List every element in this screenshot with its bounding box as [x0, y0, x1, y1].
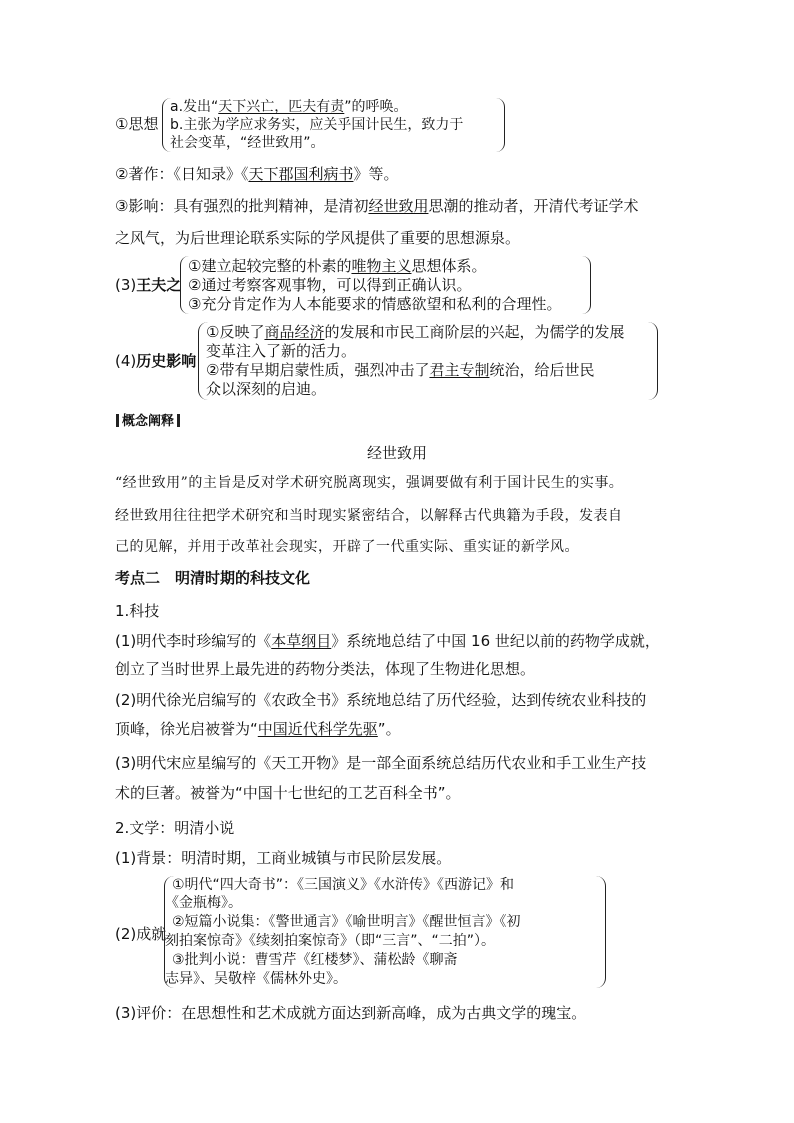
wang-item-2: ②通过考察客观事物，可以得到正确认识。: [188, 276, 472, 294]
tech-item-2-cont: 顶峰，徐光启被誉为“中国近代科学先驱”。: [115, 720, 401, 738]
tech-item-3-cont: 术的巨著。被誉为“中国十七世纪的工艺百科全书”。: [115, 784, 461, 802]
works-line: ②著作：《日知录》《天下郡国利病书》等。: [115, 165, 399, 183]
wang-fuzhi-label: (3)王夫之: [115, 276, 182, 294]
impact-item-1-cont: 变革注入了新的活力。: [206, 342, 357, 360]
achievement-3: ③批判小说：曹雪芹《红楼梦》、蒲松龄《聊斋: [172, 952, 458, 968]
achievement-right-brace: [596, 876, 606, 988]
ideas-line-b1: b.主张为学应求务实，应关乎国计民生，致力于: [170, 117, 464, 133]
influence-line-1: ③影响：具有强烈的批判精神，是清初经世致用思潮的推动者，开清代考证学术: [115, 197, 639, 215]
impact-right-brace: [648, 322, 658, 400]
ideas-right-brace: [496, 98, 505, 152]
wang-item-1: ①建立起较完整的朴素的唯物主义思想体系。: [188, 257, 487, 275]
ideas-label: ①思想: [115, 115, 159, 133]
concept-tag: 概念阐释: [113, 414, 183, 430]
impact-item-1: ①反映了商品经济的发展和市民工商阶层的兴起，为儒学的发展: [206, 323, 625, 341]
achievement-2: ②短篇小说集：《警世通言》《喻世明言》《醒世恒言》《初: [172, 914, 521, 930]
influence-line-2: 之风气，为后世理论联系实际的学风提供了重要的思想源泉。: [115, 229, 521, 247]
ideas-line-a: a.发出“天下兴亡，匹夫有责”的呼唤。: [170, 99, 408, 115]
literature-background: (1)背景：明清时期，工商业城镇与市民阶层发展。: [115, 849, 452, 867]
concept-para-line-2: 经世致用往往把学术研究和当时现实紧密结合，以解释古代典籍为手段，发表自: [115, 508, 623, 524]
concept-para-line-1: “经世致用”的主旨是反对学术研究脱离现实，强调要做有利于国计民生的实事。: [115, 475, 624, 491]
wang-item-3: ③充分肯定作为人本能要求的情感欲望和私利的合理性。: [188, 295, 562, 313]
literature-evaluation: (3)评价：在思想性和艺术成就方面达到新高峰，成为古典文学的瑰宝。: [115, 1004, 587, 1022]
tech-item-2: (2)明代徐光启编写的《农政全书》系统地总结了历代经验，达到传统农业科技的: [115, 691, 647, 709]
impact-label: (4)历史影响: [115, 352, 197, 370]
achievement-1: ①明代“四大奇书”：《三国演义》《水浒传》《西游记》和: [172, 877, 515, 893]
concept-para-line-3: 己的见解，并用于改革社会现实，开辟了一代重实际、重实证的新学风。: [115, 539, 579, 555]
impact-item-2: ②带有早期启蒙性质，强烈冲击了君主专制统治，给后世民: [206, 361, 595, 379]
tech-heading: 1.科技: [115, 602, 160, 620]
concept-title: 经世致用: [366, 444, 427, 462]
wang-right-brace: [582, 256, 591, 314]
literature-heading: 2.文学：明清小说: [115, 819, 235, 837]
achievement-2-cont: 刻拍案惊奇》《续刻拍案惊奇》（即“三言”、“二拍”）。: [165, 933, 496, 949]
impact-item-2-cont: 众以深刻的启迪。: [206, 380, 327, 398]
achievement-label: (2)成就: [115, 925, 167, 943]
tech-item-1-cont: 创立了当时世界上最先进的药物分类法，体现了生物进化思想。: [115, 660, 536, 678]
achievement-3-cont: 志异》、吴敬梓《儒林外史》。: [165, 971, 347, 987]
tech-item-1: (1)明代李时珍编写的《本草纲目》系统地总结了中国 16 世纪以前的药物学成就，: [115, 632, 660, 650]
tech-item-3: (3)明代宋应星编写的《天工开物》是一部全面系统总结历代农业和手工业生产技: [115, 754, 647, 772]
section-heading: 考点二 明清时期的科技文化: [115, 569, 311, 587]
achievement-1-cont: 《金瓶梅》。: [165, 895, 242, 911]
ideas-line-b2: 社会变革，“经世致用”。: [170, 135, 325, 151]
